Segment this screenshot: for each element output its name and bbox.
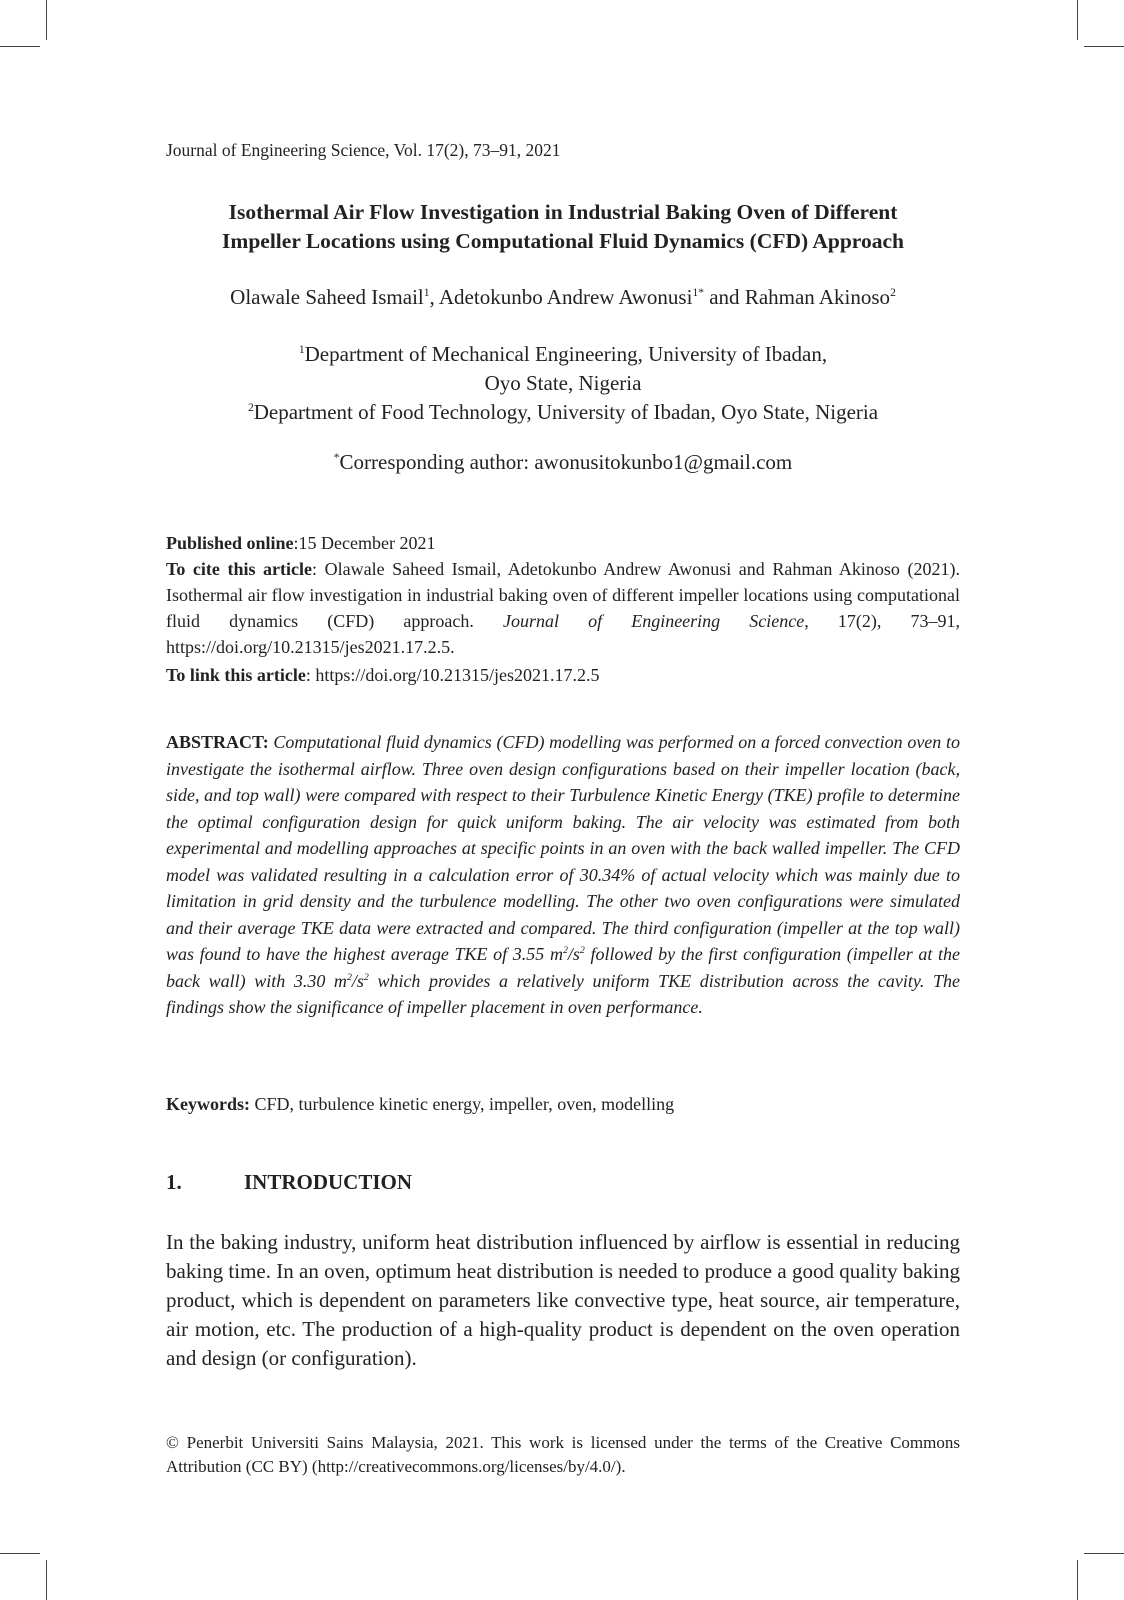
copyright-footer: © Penerbit Universiti Sains Malaysia, 2021. This work is licensed under the terms of the Creative Commons Attribution (CC BY) (http://creativecommons.org/licenses/by/4.0/).	[166, 1433, 960, 1476]
author-separator: ,	[429, 285, 439, 309]
introduction-paragraph: In the baking industry, uniform heat distribution influenced by airflow is essential in reducing baking time. In an oven, optimum heat distribution is needed to produce a good quality baking product, which is dependent on parameters like convective type, heat source, air temperature, air motion, etc. The production of a high-quality product is dependent on the oven operation and design (or configuration).	[166, 1230, 960, 1370]
link-label: To link this article	[166, 665, 306, 685]
cite-text: : Olawale Saheed Ismail, Adetokunbo Andrew Awonusi and Rahman Akinoso (2021). Isothermal air flow investigation in industrial baking oven of different impeller locations using computational fluid dynamics (CFD) approach.	[166, 559, 960, 631]
abstract-part-3: which provides a relatively uniform TKE distribution across the cavity. The findings show the significance of impeller placement in oven performance.	[166, 970, 960, 1017]
author-affil-sup: 1*	[692, 287, 704, 299]
author-list	[166, 285, 960, 310]
affiliation-2-line: Department of Food Technology, University of Ibadan, Oyo State, Nigeria	[253, 400, 879, 424]
crop-mark-top-left-h	[0, 46, 40, 47]
crop-mark-top-right-h	[1084, 46, 1124, 47]
crop-mark-top-right-v	[1077, 0, 1078, 40]
link-value[interactable]: : https://doi.org/10.21315/jes2021.17.2.5	[305, 665, 600, 685]
cite-journal: Journal of Engineering Science	[502, 611, 805, 631]
title-line-1: Isothermal Air Flow Investigation in Industrial Baking Oven of Different	[228, 200, 898, 224]
author-name: Olawale Saheed Ismail	[230, 285, 424, 309]
abstract	[166, 729, 960, 1021]
crop-mark-top-left-v	[46, 0, 47, 40]
affiliation-sup: 1	[298, 344, 305, 356]
author-name: Rahman Akinoso	[744, 285, 891, 309]
journal-citation-header: Journal of Engineering Science, Vol. 17(2), 73–91, 2021	[166, 140, 561, 160]
affiliation-2	[166, 398, 960, 427]
author-and: and	[703, 285, 745, 309]
corresponding-sup: *	[333, 452, 340, 464]
author-name: Adetokunbo Andrew Awonusi	[438, 285, 693, 309]
cite-text-after: , 17(2), 73–91, https://doi.org/10.21315/jes2021.17.2.5.	[166, 611, 961, 657]
affiliation-1-line-1: Department of Mechanical Engineering, University of Ibadan,	[304, 342, 828, 366]
section-heading	[166, 1170, 960, 1195]
crop-mark-bottom-right-v	[1077, 1560, 1078, 1600]
link-article	[166, 662, 960, 688]
section-number: 1.	[166, 1170, 182, 1194]
abstract-text	[166, 732, 960, 1017]
article-metadata	[166, 530, 960, 688]
crop-mark-bottom-left-v	[46, 1560, 47, 1600]
crop-mark-bottom-left-h	[0, 1553, 40, 1554]
affiliation-1	[166, 340, 960, 369]
superscript: 2	[363, 971, 369, 983]
unit-text: /s	[567, 944, 580, 964]
affiliation-sup: 2	[247, 402, 254, 414]
published-value: :15 December 2021	[293, 533, 436, 553]
abstract-part-2: followed by the first configuration (impeller at the back wall) with 3.30 m	[166, 944, 960, 991]
paper-title	[166, 198, 960, 256]
published-label: Published online	[166, 533, 294, 553]
corresponding-author	[166, 450, 960, 475]
crop-mark-bottom-right-h	[1084, 1553, 1124, 1554]
published-online	[166, 530, 960, 556]
affiliation-1-line-2: Oyo State, Nigeria	[484, 371, 642, 395]
author-affil-sup: 1	[423, 287, 430, 299]
corresponding-text: Corresponding author: awonusitokunbo1@gmail.com	[339, 450, 793, 474]
author-affil-sup: 2	[890, 287, 896, 299]
keywords-label: Keywords:	[166, 1094, 250, 1114]
abstract-label: ABSTRACT:	[166, 732, 269, 752]
superscript: 2	[562, 945, 568, 956]
section-title: INTRODUCTION	[244, 1170, 413, 1194]
abstract-part-1: Computational fluid dynamics (CFD) modelling was performed on a forced convection oven to investigate the isothermal airflow. Three oven design configurations based on their impeller location (back, side, and top wall) were compared with respect to their Turbulence Kinetic Energy (TKE) profile to determine the optimal configuration design for quick uniform baking. The air velocity was estimated from both experimental and modelling approaches at specific points in an oven with the back walled impeller. The CFD model was validated resulting in a calculation error of 30.34% of actual velocity which was mainly due to limitation in grid density and the turbulence modelling. The other two oven configurations were simulated and their average TKE data were extracted and compared. The third configuration (impeller at the top wall) was found to have the highest average TKE of 3.55 m	[166, 732, 960, 964]
title-line-2: Impeller Locations using Computational Fluid Dynamics (CFD) Approach	[222, 229, 904, 253]
cite-label: To cite this article	[166, 559, 313, 579]
keywords-value: CFD, turbulence kinetic energy, impeller, oven, modelling	[250, 1094, 675, 1114]
keywords	[166, 1094, 960, 1115]
cite-article	[166, 556, 960, 660]
unit-text: /s	[351, 970, 364, 991]
superscript: 2	[346, 971, 352, 983]
superscript: 2	[579, 945, 585, 956]
affiliations	[166, 340, 960, 427]
